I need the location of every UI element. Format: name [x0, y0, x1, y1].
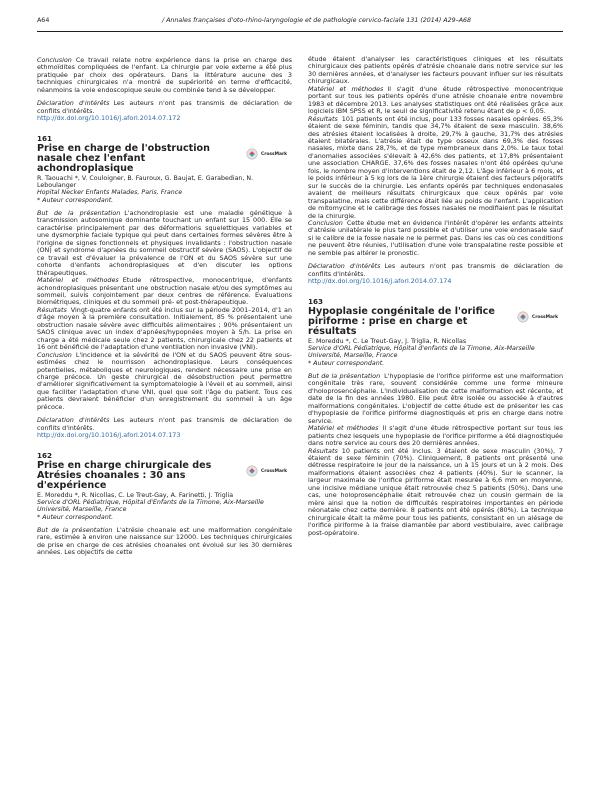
corresponding-author-note: * Auteur correspondant. [37, 196, 114, 204]
abstract-affiliation: Service d'ORL Pédiatrique, Hôpital d'Enfants de la Timone, Aix-Marseille Université, Marseille, France [37, 499, 264, 514]
header-rule [37, 31, 563, 32]
crossmark-badge[interactable]: CrossMark [246, 465, 290, 477]
section-conclusion: Conclusion L'incidence et la sévérité de l'ON et du SAOS peuvent être sous-estimées chez le nourrisson achondroplasique. Leurs conséquences potentielles, métaboliques et neurologiques, rendent nécessaire une prise en charge précoce. Un geste chirurgical de désobstruction peut permettre d'améliorer significativement la symptomatologie à l'éveil et au sommeil, ainsi que faciliter l'adaptation d'une VNI, quel que soit l'âge du patient. Tous ces patients devraient bénéficier d'un enregistrement du sommeil à un âge précoce. [37, 350, 292, 411]
abstract-doi-link[interactable]: http://dx.doi.org/10.1016/j.aforl.2014.07.174 [308, 277, 452, 286]
right-column [308, 56, 563, 537]
abstract-authors: R. Taouachi *, V. Couloigner, B. Fauroux, G. Baujat, E. Garabedian, N. Leboulanger [37, 174, 254, 190]
abstract-declaration: Déclaration d'intérêts Les auteurs n'ont pas transmis de déclaration de conflits d'intérêts. [308, 262, 563, 278]
crossmark-badge[interactable]: CrossMark [246, 148, 290, 160]
abstract-title: Prise en charge de l'obstruction nasale chez l'enfant achondroplasique [37, 142, 210, 175]
page-number: A64 [37, 17, 50, 24]
section-but: But de la présentation L'hypoplasie de l'orifice piriforme est une malformation congénitale très rare, souvent considérée comme une forme mineure d'holoprosencéphalie. L'individualisation de cette malformation est récente, et date de la fin des années 1980. Elle peut être isolée ou associée à d'autres malformations congénitales. L'objectif de cette étude est de présenter les cas d'hypoplasie de l'orifice piriforme diagnostiqués et pris en charge dans notre service. [308, 372, 563, 425]
crossmark-icon [517, 311, 531, 323]
abstract-doi-link[interactable]: http://dx.doi.org/10.1016/j.aforl.2014.07.173 [37, 431, 181, 440]
previous-conclusion: Conclusion Ce travail relate notre expérience dans la prise en charge des ethmoïdites compliquées de l'enfant. La chirurgie par voie externe a été plus pratiquée par choix des opérateurs. Dans la littérature aucune des 3 techniques chirurgicales n'a montré de supériorité en terme d'efficacité, néanmoins la voie endoscopique seule ou combinée tend à se développer. [37, 56, 292, 94]
section-methodes: Matériel et méthodes Il s'agit d'une étude rétrospective monocentrique portant sur tous les patients opérés d'une atrésie choanale entre novembre 1983 et décembre 2013. Les analyses statistiques ont été réalisées grâce aux logiciels IBM SPSS et R, le seuil de significativité retenu étant de p < 0,05. [308, 84, 564, 116]
page-header [37, 14, 563, 28]
abstract-authors: E. Moreddu *, R. Nicollas, C. Le Treut-Gay, A. Farinetti, J. Triglia [37, 491, 234, 499]
section-methodes: Matériel et méthodes Etude rétrospective, monocentrique, d'enfants achondroplasiques présentant une obstruction nasale et/ou des symptômes au sommeil, suivis conjointement par deux centres de référence. Evaluations biométriques, cliniques et du sommeil pré- et post-thérapeutique. [37, 276, 292, 307]
abstract-affiliation: Service d'ORL Pédiatrique, Hôpital d'enfants de la Timone, Aix-Marseille Université, Marseille, France [308, 345, 535, 360]
section-resultats: Résultats 101 patients ont été inclus, pour 133 fosses nasales opérées. 65,3% étaient de sexe féminin, tandis que 34,7% étaient de sexe masculin. 38,6% des atrésies étaient localisées à droite, 29,7% à gauche, 31,7% des atrésies étaient bilatérales. L'atrésie était de type osseux dans 69,3% des fosses nasales, mixte dans 28,7%, et de type membraneux dans 2,0%. Le taux total d'anomalies associées s'élevait à 42,6% des patients, et 17,8% présentaient une association CHARGE. 37,6% des fosses nasales n'ont été opérées qu'une fois, le nombre moyen d'interventions était de 2,12. L'âge inférieur à 6 mois, et le poids inférieur à 5 kg lors de la 1ère chirurgie étaient des facteurs péjoratifs sur le succès de la chirurgie. Les enfants opérés par techniques endonasales avaient de meilleurs résultats chirurgicaux que ceux opérés par voie transpalatine, mais cette différence était liée au poids de l'enfant. L'application de mitomycine et le calibrage des fosses nasales ne modifiaient pas le résultat de la chirurgie. [308, 114, 563, 220]
abstract-162-continued [308, 56, 563, 286]
previous-declaration: Déclaration d'intérêts Les auteurs n'ont pas transmis de déclaration de conflits d'intérêts. [37, 99, 292, 115]
left-column [37, 57, 292, 557]
abstract-162 [37, 451, 292, 557]
abstract-title: Hypoplasie congénitale de l'orifice piriforme : prise en charge et résultats [308, 305, 495, 338]
abstract-declaration: Déclaration d'intérêts Les auteurs n'ont pas transmis de déclaration de conflits d'intérêts. [37, 416, 292, 432]
section-but: But de la présentation L'atrésie choanale est une malformation congénitale rare, estimée à environ une naissance sur 12000. Les techniques chirurgicales de prise en charge de ces atrésies choanales ont évolué sur les 30 dernières années. Les objectifs de cette [37, 526, 292, 557]
section-but: But de la présentation L'achondroplasie est une maladie génétique à transmission autosomique dominante touchant un enfant sur 15 000. Elle se caractérise principalement par des déformations squelettiques variables et une dysmorphie faciale typique qui peut dans certaines formes sévères être à l'origine de signes fonctionnels et physiques invalidants : l'obstruction nasale (ON) et syndrome d'apnées du sommeil obstructif sévère (SAOS). L'objectif de ce travail est d'évaluer la prévalence de l'ON et du SAOS sévère sur une cohorte d'enfants achondroplasiques et d'en discuter les options thérapeutiques. [37, 209, 292, 277]
abstract-163 [308, 297, 563, 537]
corresponding-author-note: * Auteur correspondant. [308, 359, 385, 367]
section-methodes: Matériel et méthodes Il s'agit d'une étude rétrospective portant sur tous les patients chez lesquels une hypoplasie de l'orifice piriforme a été diagnostiquée dans notre service au cours des 20 dernières années. [308, 424, 563, 448]
section-resultats: Résultats Vingt-quatre enfants ont été inclus sur la période 2001–2014, d'1 an d'âge moyen à la première consultation. Initialement, 85 % présentaient une obstruction nasale sévère avec difficultés alimentaires ; 90% présentaient un SAOS clinique avec un index d'apnées/hypopnées moyen à 5/h. La prise en charge a été médicale seule chez 2 patients, chirurgicale chez 22 patients et 16 ont bénéficié de l'adaptation d'une ventilation non invasive (VNI). [37, 305, 292, 352]
continued-intro: étude étaient d'analyser les caractéristiques cliniques et les résultats chirurgicaux des patients opérés d'atrésie choanale dans notre service sur les 30 dernières années, et d'analyser les facteurs pouvant influer sur les résultats chirurgicaux. [308, 55, 563, 86]
crossmark-icon [246, 148, 260, 160]
section-resultats: Résultats 10 patients ont été inclus. 3 étaient de sexe masculin (30%), 7 étaient de sexe féminin (70%). Cliniquement, 8 patients ont présenté une détresse respiratoire le jour de la naissance, un à 15 jours et un à 2 mois. Des malformations étaient associées chez 4 patients (40%). Sur le scanner, la largeur maximale de l'orifice piriforme était mesurée à 6,6 mm en moyenne, une incisive médiane unique était retrouvée chez 5 patients (50%). Dans une cas, une holoprosencéphalie était retrouvée chez un cousin germain de la mère ainsi que la notion de difficultés respiratoires importantes en période néonatale chez cette dernière. 8 patients ont été opérés (80%). La technique chirurgicale était la même pour tous les patients, consistant en un alésage de l'orifice piriforme à la fraise diamantée par abord vestibulaire, avec calibrage post-opératoire. [308, 446, 563, 537]
abstract-number: 161 [37, 133, 53, 143]
section-conclusion: Conclusion Cette étude met en évidence l'intérêt d'opérer les enfants atteints d'atrésie unilatérale le plus tard possible et d'utiliser une voie endonasale sauf si le calibre de la fosse nasale ne le permet pas. Dans les cas où ces conditions ne peuvent être réunies, l'utilisation d'une voie transpalatine reste possible et ne semble pas altérer le pronostic. [308, 218, 563, 257]
journal-citation: / Annales françaises d'oto-rhino-laryngologie et de pathologie cervico-faciale 131 (2014) A29–A68 [162, 17, 472, 24]
abstract-title: Prise en charge chirurgicale des Atrésies choanales : 30 ans d'expérience [37, 459, 212, 492]
abstract-161 [37, 134, 292, 440]
abstract-number: 162 [37, 450, 53, 460]
abstract-authors: E. Moreddu *, C. Le Treut-Gay, J. Triglia, R. Nicollas [308, 337, 467, 345]
abstract-affiliation: Hopital Necker Enfants Malades, Paris, France [37, 189, 183, 197]
crossmark-icon [246, 465, 260, 477]
corresponding-author-note: * Auteur correspondant. [37, 513, 114, 521]
abstract-number: 163 [308, 296, 324, 306]
previous-doi-link[interactable]: http://dx.doi.org/10.1016/j.aforl.2014.07.172 [37, 114, 181, 123]
crossmark-badge[interactable]: CrossMark [517, 311, 561, 323]
